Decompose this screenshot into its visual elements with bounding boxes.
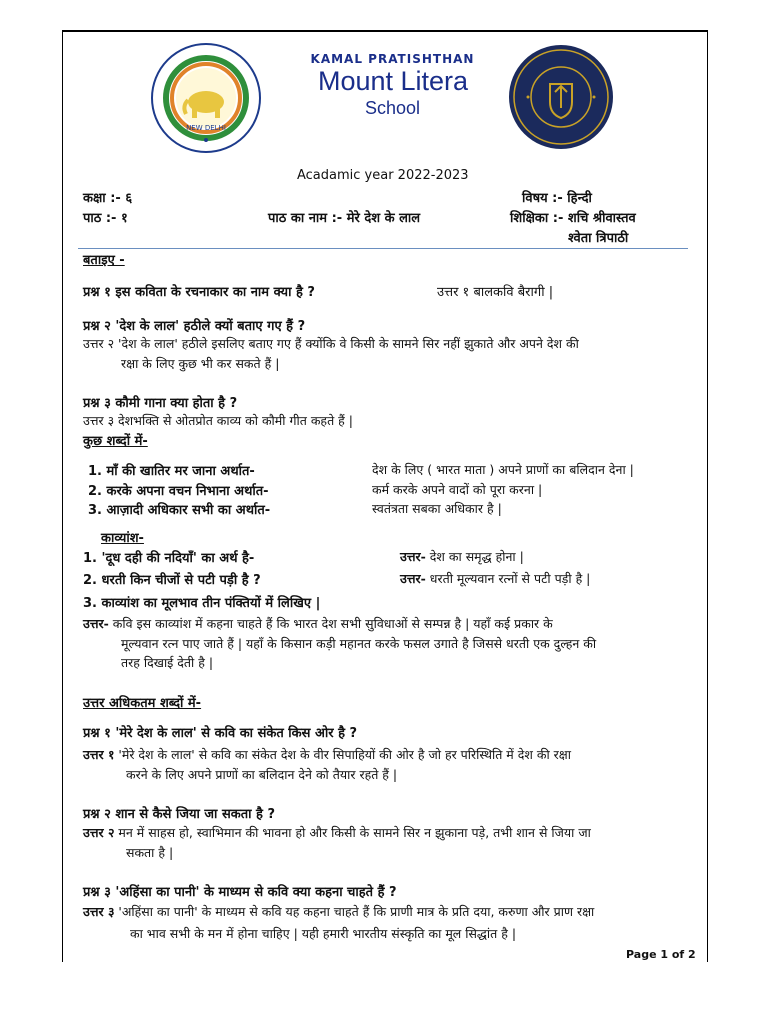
kavyansh-q1: 1. 'दूध दही की नदियाँ' का अर्थ है- <box>83 551 255 566</box>
mount-litera-seal <box>508 44 614 150</box>
answer-label: उत्तर- <box>400 549 426 564</box>
kavyansh-a2 <box>400 570 590 587</box>
long-a2-line1 <box>83 824 591 841</box>
long-a1-line2: करने के लिए अपने प्राणों का बलिदान देने को तैयार रहते हैं | <box>126 767 398 782</box>
answer-1: उत्तर १ बालकवि बैरागी | <box>437 285 554 300</box>
long-a3-line1 <box>83 903 594 920</box>
academic-year: Acadamic year 2022-2023 <box>297 168 469 183</box>
teacher-second: श्वेता त्रिपाठी <box>568 231 629 246</box>
long-a1-line1 <box>83 746 571 763</box>
kavyansh-a3-line2: मूल्यवान रत्न पाए जाते हैं | यहाँ के किसान कड़ी महानत करके फसल उगाते है जिससे धरती एक दुल्हन की <box>121 636 597 651</box>
kuch-item-3-q: 3. आज़ादी अधिकार सभी का अर्थात- <box>88 503 271 518</box>
answer-text: कवि इस काव्यांश में कहना चाहते हैं कि भारत देश सभी सुविधाओं से सम्पन्न है | यहाँ कई प्रकार के <box>108 616 553 631</box>
lesson-name: पाठ का नाम :- मेरे देश के लाल <box>268 211 421 226</box>
brand-main: Mount Litera <box>317 66 469 96</box>
answer-3: उत्तर ३ देशभक्ति से ओतप्रोत काव्य को कौमी गीत कहते हैं | <box>83 413 353 428</box>
answer-text: मन में साहस हो, स्वाभिमान की भावना हो और किसी के सामने सिर न झुकाना पड़े, तभी शान से जिया जा <box>114 825 591 840</box>
kavyansh-a3-line1 <box>83 615 553 632</box>
page-number: Page 1 of 2 <box>626 948 696 961</box>
lesson-label: पाठ :- १ <box>83 211 128 226</box>
long-q1: प्रश्न १ 'मेरे देश के लाल' से कवि का संकेत किस ओर है ? <box>83 726 358 741</box>
long-q3: प्रश्न ३ 'अहिंसा का पानी' के माध्यम से कवि क्या कहना चाहते हैं ? <box>83 885 397 900</box>
answer-text: देश का समृद्ध होना | <box>425 549 524 564</box>
section-heading-long: उत्तर अधिकतम शब्दों में- <box>83 696 202 711</box>
answer-text: 'मेरे देश के लाल' से कवि का संकेत देश के वीर सिपाहियों की ओर है जो हर परिस्थिति में देश की रक्षा <box>114 747 571 762</box>
answer-text: 'अहिंसा का पानी' के माध्यम से कवि यह कहना चाहते हैं कि प्राणी मात्र के प्रति दया, करुणा और प्राण रक्षा <box>114 904 595 919</box>
answer-text: धरती मूल्यवान रत्नों से पटी पड़ी है | <box>425 571 591 586</box>
long-a2-line2: सकता है | <box>126 845 174 860</box>
kavyansh-a3-line3: तरह दिखाई देती है | <box>121 655 214 670</box>
section-heading-kavyansh: काव्यांश- <box>101 531 144 546</box>
answer-label: उत्तर १ <box>83 747 115 762</box>
answer-label: उत्तर- <box>400 571 426 586</box>
kuch-item-3-a: स्वतंत्रता सबका अधिकार है | <box>372 501 502 516</box>
long-a3-line2: का भाव सभी के मन में होना चाहिए | यही हमारी भारतीय संस्कृति का मूल सिद्धांत है | <box>130 926 517 941</box>
long-q2: प्रश्न २ शान से कैसे जिया जा सकता है ? <box>83 807 275 822</box>
header-divider <box>78 248 688 249</box>
section-heading-batao: बताइए - <box>83 253 125 268</box>
cisce-logo <box>150 42 262 154</box>
question-2: प्रश्न २ 'देश के लाल' हठीले क्यों बताए गए हैं ? <box>83 319 306 334</box>
svg-text:NEW DELHI: NEW DELHI <box>186 124 226 132</box>
answer-2-line2: रक्षा के लिए कुछ भी कर सकते हैं | <box>121 356 280 371</box>
answer-label: उत्तर २ <box>83 825 115 840</box>
question-3: प्रश्न ३ कौमी गाना क्या होता है ? <box>83 396 238 411</box>
kuch-item-1-a: देश के लिए ( भारत माता ) अपने प्राणों का बलिदान देना | <box>372 462 634 477</box>
kuch-item-1-q: 1. माँ की खातिर मर जाना अर्थात- <box>88 464 255 479</box>
answer-2-line1: उत्तर २ 'देश के लाल' हठीले इसलिए बताए गए हैं क्योंकि वे किसी के सामने सिर नहीं झुकाते और अपने देश की <box>83 336 579 351</box>
question-1: प्रश्न १ इस कविता के रचनाकार का नाम क्या है ? <box>83 285 315 300</box>
answer-label: उत्तर- <box>83 616 109 631</box>
kuch-item-2-a: कर्म करके अपने वादों को पूरा करना | <box>372 482 543 497</box>
kavyansh-a1 <box>400 548 524 565</box>
kavyansh-q2: 2. धरती किन चीजों से पटी पड़ी है ? <box>83 573 261 588</box>
answer-label: उत्तर ३ <box>83 904 115 919</box>
kuch-item-2-q: 2. करके अपना वचन निभाना अर्थात- <box>88 484 269 499</box>
class-label: कक्षा :- ६ <box>83 191 133 206</box>
section-heading-kuch: कुछ शब्दों में- <box>83 434 148 449</box>
brand-top: KAMAL PRATISHTHAN <box>310 52 475 66</box>
brand-sub: School <box>364 98 421 118</box>
kavyansh-q3: 3. काव्यांश का मूलभाव तीन पंक्तियों में लिखिए | <box>83 596 321 611</box>
subject-label: विषय :- हिन्दी <box>522 191 592 206</box>
teacher-label: शिक्षिका :- शचि श्रीवास्तव <box>510 211 636 226</box>
